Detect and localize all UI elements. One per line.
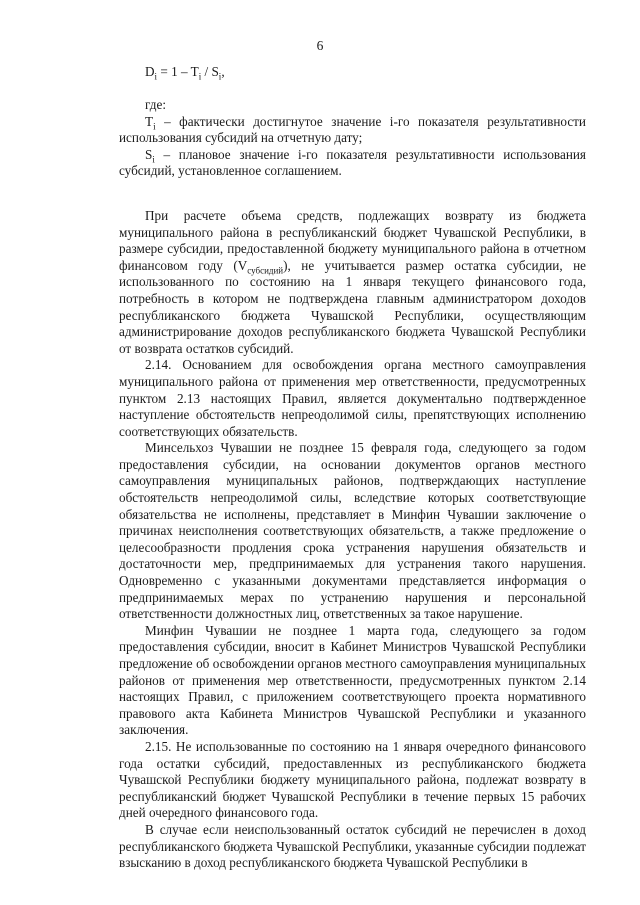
definition-t — [119, 114, 586, 147]
formula-d-subscript: i — [154, 71, 158, 82]
paragraph-calculation-start: При расчете объема средств, подлежащих возврату из бюджета муниципального района в республиканский бюджет Чувашской Республики, в размере субсидии, предоставленной бюджету муниципального района в отчетном финансовом году (V — [119, 207, 586, 273]
definition-s-symbol: S — [145, 146, 153, 162]
definition-t-symbol: T — [145, 113, 154, 129]
document-body — [119, 62, 586, 872]
paragraph-calculation — [119, 208, 586, 357]
paragraph-minselhoz: Минсельхоз Чувашии не позднее 15 февраля года, следующего за годом предоставления субсидии, на основании документов органов местного самоуправления муниципальных районов, подтверждающих наступление обстоятельств непреодолимой силы, вследствие которых соответствующие обязательства не исполнены, представляет в Минфин Чувашии заключение о причинах неисполнения соответствующих обязательств, а также предложение о целесообразности продления срока устранения нарушения обязательств и достаточности мер, предпринимаемых для устранения такого нарушения. Одновременно с указанными документами представляется информация о предпринимаемых мерах по устранению нарушения и персональной ответственности должностных лиц, ответственных за такое нарушение. — [119, 440, 586, 622]
definition-s — [119, 147, 586, 180]
formula-t-subscript: i — [198, 71, 202, 82]
formula-s-subscript: i — [218, 71, 222, 82]
paragraph-2-14: 2.14. Основанием для освобождения органа местного самоуправления муниципального района от применения мер ответственности, предусмотренных пунктом 2.13 настоящих Правил, является документально подтвержденное наступление обстоятельств непреодолимой силы, препятствующих исполнению соответствующих обязательств. — [119, 357, 586, 439]
paragraph-unused-balance: В случае если неиспользованный остаток субсидий не перечислен в доход республиканского бюджета Чувашской Республики, указанные субсидии подлежат взысканию в доход республиканского бюджета Чувашской Республики в — [119, 821, 586, 871]
paragraph-gap — [119, 180, 586, 208]
formula-slash: / S — [201, 64, 219, 79]
definition-t-subscript: i — [153, 121, 156, 132]
formula-eq: = 1 – T — [157, 64, 199, 79]
definition-s-subscript: i — [152, 154, 155, 165]
formula-d: D — [145, 64, 155, 79]
paragraph-minfin: Минфин Чувашии не позднее 1 марта года, следующего за годом предоставления субсидии, вносит в Кабинет Министров Чувашской Республики предложение об освобождении органов местного самоуправления муниципальных районов от применения мер ответственности, предусмотренных пунктом 2.14 настоящих Правил, с приложением соответствующего проекта нормативного правового акта Кабинета Министров Чувашской Республики и указанного заключения. — [119, 622, 586, 738]
definition-t-text: – фактически достигнутое значение i-го показателя результативности использования субсидий на отчетную дату; — [119, 113, 586, 146]
paragraph-2-15: 2.15. Не использованные по состоянию на 1 января очередного финансового года остатки субсидий, предоставленных из республиканского бюджета Чувашской Республики бюджету муниципального района, подлежат возврату в республиканский бюджет Чувашской Республики в течение первых 15 рабочих дней очередного финансового года. — [119, 738, 586, 821]
where-label: где: — [145, 97, 166, 112]
definition-s-text: – плановое значение i-го показателя результативности использования субсидий, установленное соглашением. — [119, 146, 586, 179]
formula-tail: , — [221, 64, 225, 79]
formula-d-i — [119, 62, 586, 82]
v-subscript: субсидий — [247, 265, 284, 276]
paragraph-calculation-end: ), не учитывается размер остатка субсидии, не использованного по состоянию на 1 января текущего финансового года, потребность в котором не подтверждена главным администратором доходов республиканского бюджета Чувашской Республики, осуществляющим администрирование доходов республиканского бюджета Чувашской Республики от возврата остатков субсидий. — [119, 257, 586, 356]
page-number: 6 — [316, 38, 324, 53]
